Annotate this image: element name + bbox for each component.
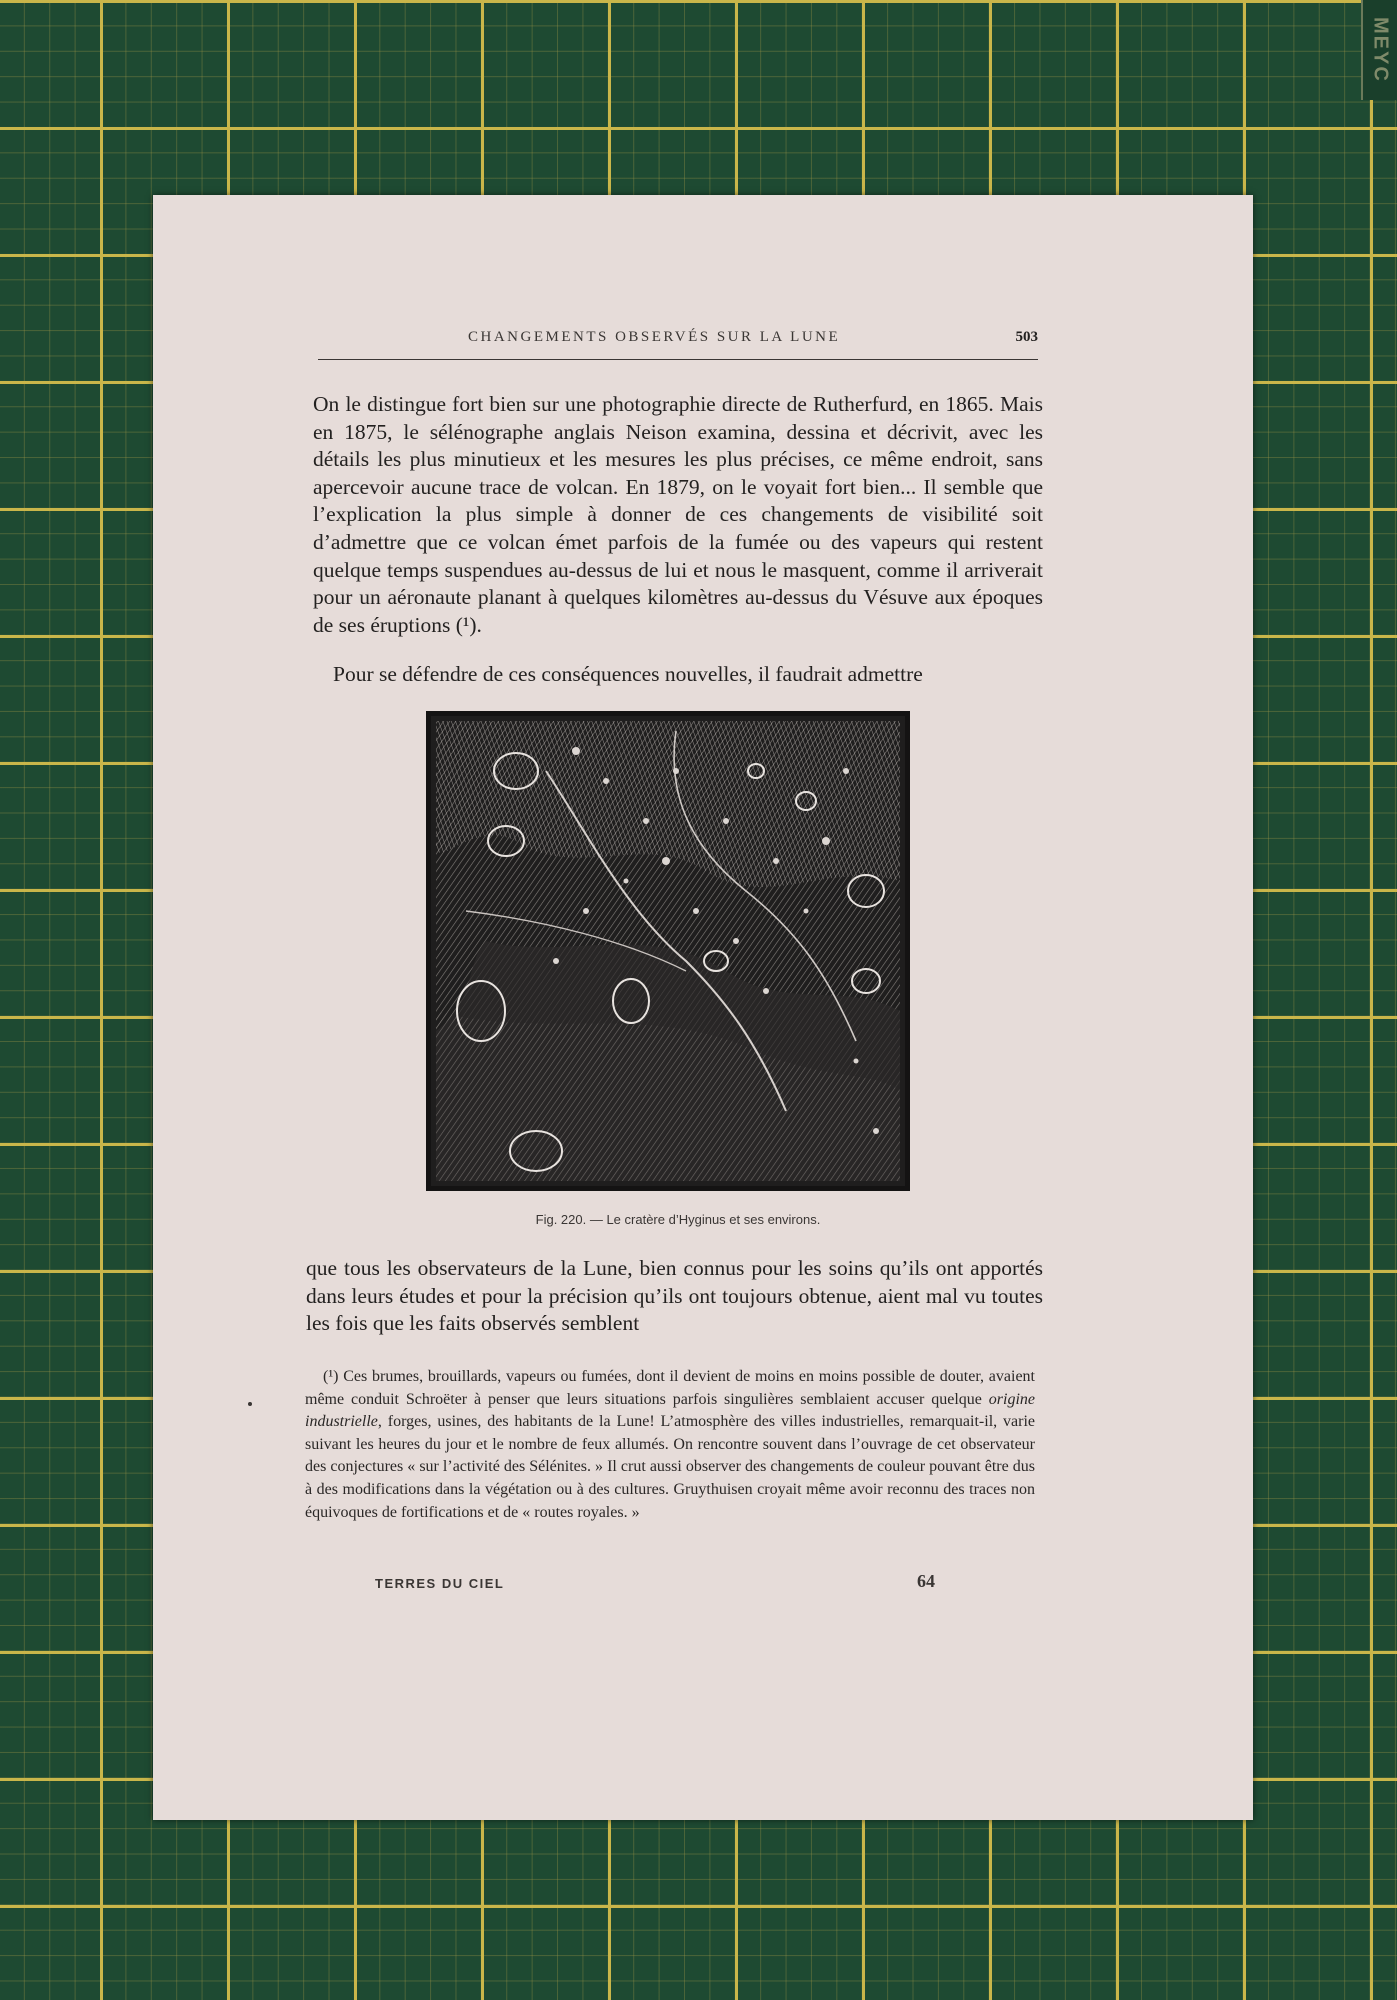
running-header-title: CHANGEMENTS OBSERVÉS SUR LA LUNE [468,329,841,345]
running-header [318,329,1038,360]
hyginus-crater-engraving [426,711,910,1191]
body-paragraph-2: Pour se défendre de ces conséquences nouvelles, il faudrait admettre [333,662,923,686]
page-number: 503 [1015,329,1038,345]
figure-caption: Fig. 220. — Le cratère d’Hyginus et ses environs. [535,1212,821,1227]
footnote-italic-phrase: origine industrielle [305,1390,1035,1431]
cutting-mat-brand-text: MEYC [1369,17,1392,83]
book-page [153,195,1253,1820]
body-paragraph-1: On le distingue fort bien sur une photographie directe de Rutherfurd, en 1865. Mais en 1875, le sélénographe anglais Neison examina, dessina et décrivit, avec les détails les plus minutieux et les mesures les plus précises, ce même endroit, sans apercevoir aucune trace de volcan. En 1879, on le voyait fort bien... Il semble que l’explication la plus simple à donner de ces changements de visibilité soit d’admettre que ce volcan émet parfois de la fumée ou des vapeurs qui restent quelque temps suspendues au-dessus de lui et nous le masquent, comme il arriverait pour un aéronaute planant à quelques kilomètres au-dessus du Vésuve aux époques de ses éruptions (¹). [313,392,1043,637]
footnote-text-start: Ces brumes, brouillards, vapeurs ou fumées, dont il devient de moins en moins possible de douter, avaient même conduit Schroëter à penser que leurs situations parfois singulières semblaient accuser quelque [305,1368,1036,1408]
signature-mark: TERRES DU CIEL [375,1576,505,1591]
cutting-mat-brand [1361,0,1397,100]
paper-speck [248,1402,252,1406]
footnote-text-end: , forges, usines, des habitants de la Lune! L’atmosphère des villes industrielles, remarquait-il, varie suivant les heures du jour et le nombre de feux allumés. On rencontre souvent dans l’ouvrage de cet observateur des conjectures « sur l’activité des Sélénites. » Il crut aussi observer des changements de couleur pouvant être dus à des modifications dans la végétation ou à des cultures. Gruythuisen croyait même avoir reconnu des traces non équivoques de fortifications et de « routes royales. » [305,1413,1035,1521]
body-paragraph-3: que tous les observateurs de la Lune, bien connus pour les soins qu’ils ont apportés dans leurs études et pour la précision qu’ils ont toujours obtenue, aient mal vu toutes les fois que les faits observés semblent [306,1256,1043,1336]
footnote-marker: (¹) [323,1368,339,1385]
hyginus-crater-engraving-art [426,711,910,1191]
sheet-number: 64 [917,1571,935,1591]
footnote [305,1366,1035,1524]
